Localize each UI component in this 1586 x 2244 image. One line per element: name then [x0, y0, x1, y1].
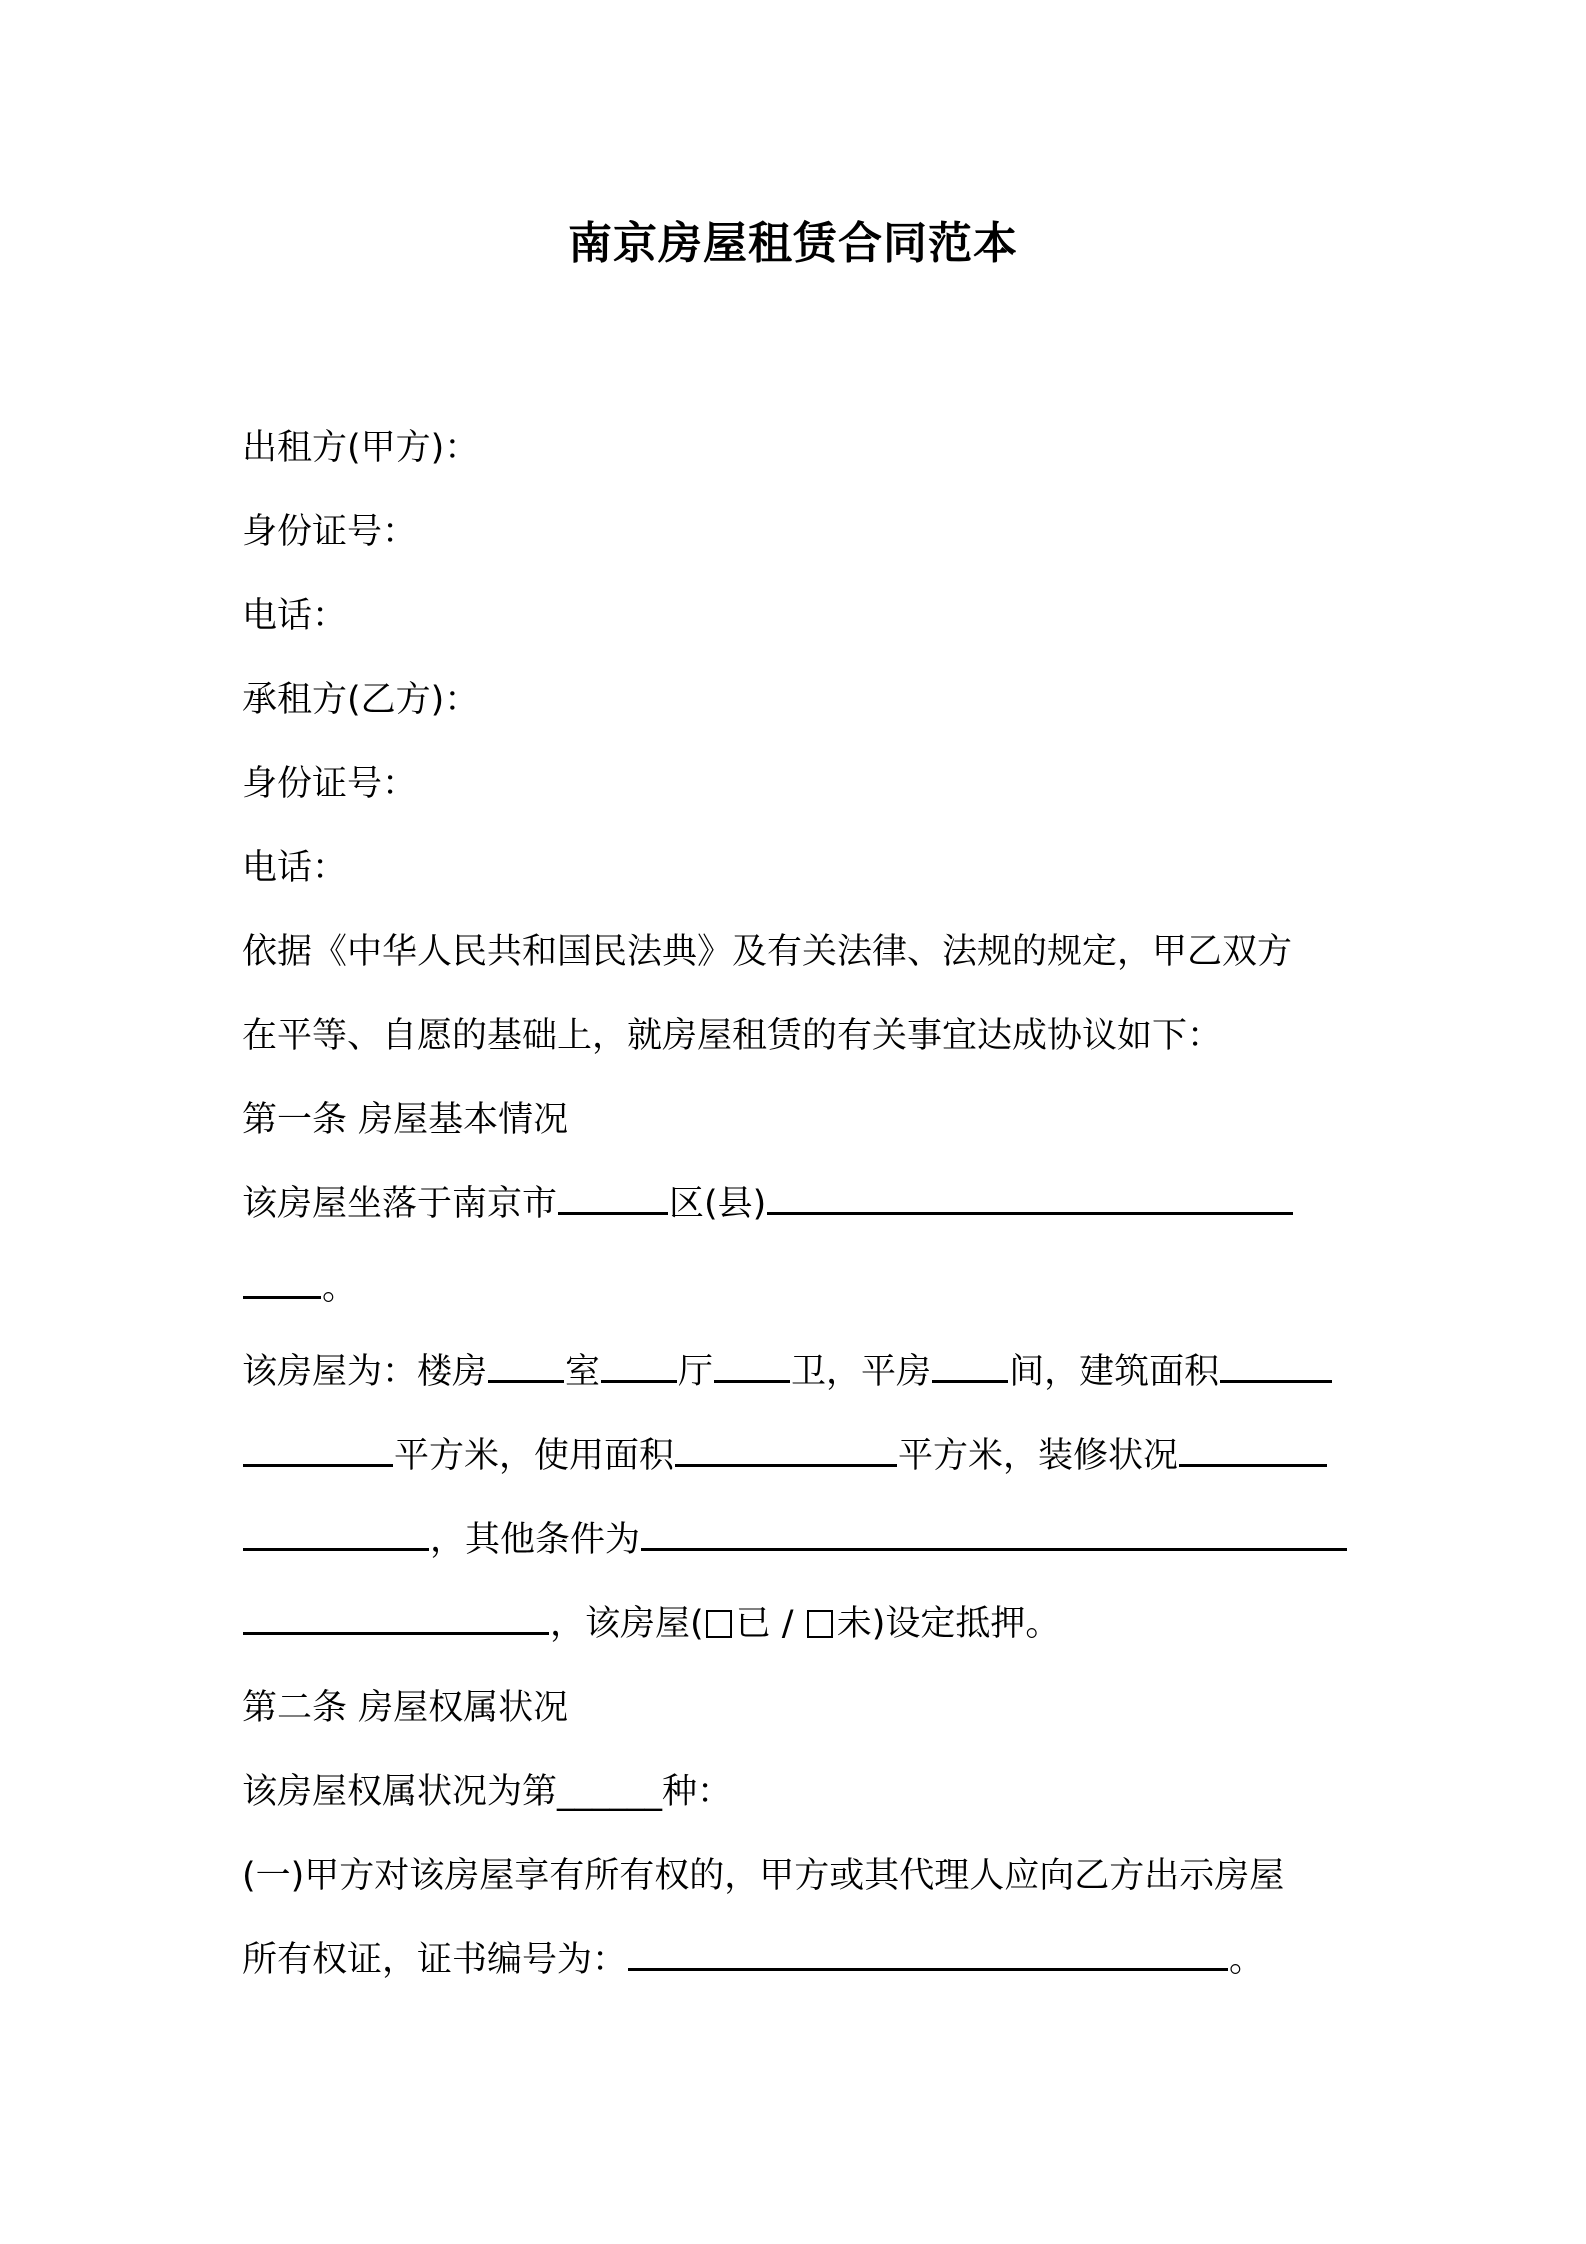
house-desc-line [242, 1330, 1352, 1414]
clause-1-line-1: (一)甲方对该房屋享有所有权的，甲方或其代理人应向乙方出示房屋 [242, 1856, 1285, 1896]
building-area-blank [1220, 1336, 1332, 1383]
sqm-use-label: 平方米，使用面积 [394, 1436, 675, 1476]
room-count-blank [488, 1336, 564, 1383]
empty-square-icon [807, 1610, 833, 1638]
location-line-continued [242, 1246, 1352, 1330]
other-cond-label: ，其他条件为 [430, 1520, 641, 1560]
sqm-decor-label: 平方米，装修状况 [898, 1436, 1179, 1476]
certificate-number-blank [628, 1924, 1228, 1971]
district-blank [558, 1168, 668, 1215]
party-a-id-label: 身份证号： [242, 512, 418, 552]
mortgage-line [242, 1582, 1352, 1666]
other-conditions-blank-continued [243, 1588, 549, 1635]
ownership-type-line: 该房屋权属状况为第______种： [242, 1772, 733, 1812]
party-b-label: 承租方(乙方)： [242, 680, 480, 720]
certificate-label: 所有权证，证书编号为： [242, 1940, 628, 1980]
empty-square-icon [706, 1610, 732, 1638]
document-title: 南京房屋租赁合同范本 [568, 218, 1018, 269]
decoration-blank-continued [243, 1504, 429, 1551]
mortgage-no-label: 未)设定抵押。 [836, 1604, 1061, 1644]
usable-area-blank [675, 1420, 897, 1467]
location-line [242, 1162, 1352, 1246]
location-district-label: 区(县) [669, 1184, 767, 1224]
room-label: 室 [565, 1352, 601, 1392]
party-b-id-label: 身份证号： [242, 764, 418, 804]
bath-count-blank [714, 1336, 790, 1383]
article-1-heading: 第一条 房屋基本情况 [242, 1100, 569, 1140]
location-prefix: 该房屋坐落于南京市 [242, 1184, 558, 1224]
preamble-line-1: 依据《中华人民共和国民法典》及有关法律、法规的规定，甲乙双方 [242, 932, 1293, 972]
bath-label: 卫，平房 [791, 1352, 932, 1392]
certificate-period: 。 [1229, 1940, 1265, 1980]
bungalow-count-blank [932, 1336, 1008, 1383]
mortgage-yes-label: 已 / [735, 1604, 805, 1644]
other-conditions-blank [641, 1504, 1347, 1551]
jian-label: 间，建筑面积 [1009, 1352, 1220, 1392]
mortgage-prefix: ，该房屋( [550, 1604, 704, 1644]
article-2-heading: 第二条 房屋权属状况 [242, 1688, 569, 1728]
party-a-phone-label: 电话： [242, 596, 348, 636]
hall-label: 厅 [678, 1352, 714, 1392]
preamble-line-2: 在平等、自愿的基础上，就房屋租赁的有关事宜达成协议如下： [242, 1016, 1223, 1056]
area-line [242, 1414, 1352, 1498]
hall-count-blank [601, 1336, 677, 1383]
location-period: 。 [322, 1268, 358, 1308]
address-blank [767, 1168, 1293, 1215]
decoration-blank [1179, 1420, 1327, 1467]
party-a-label: 出租方(甲方)： [242, 428, 480, 468]
clause-1-line-2 [242, 1918, 1352, 2002]
address-blank-continued [243, 1252, 321, 1299]
building-area-blank-continued [243, 1420, 393, 1467]
document-body [242, 406, 1352, 2002]
party-b-phone-label: 电话： [242, 848, 348, 888]
desc-prefix: 该房屋为：楼房 [242, 1352, 488, 1392]
other-cond-line [242, 1498, 1352, 1582]
